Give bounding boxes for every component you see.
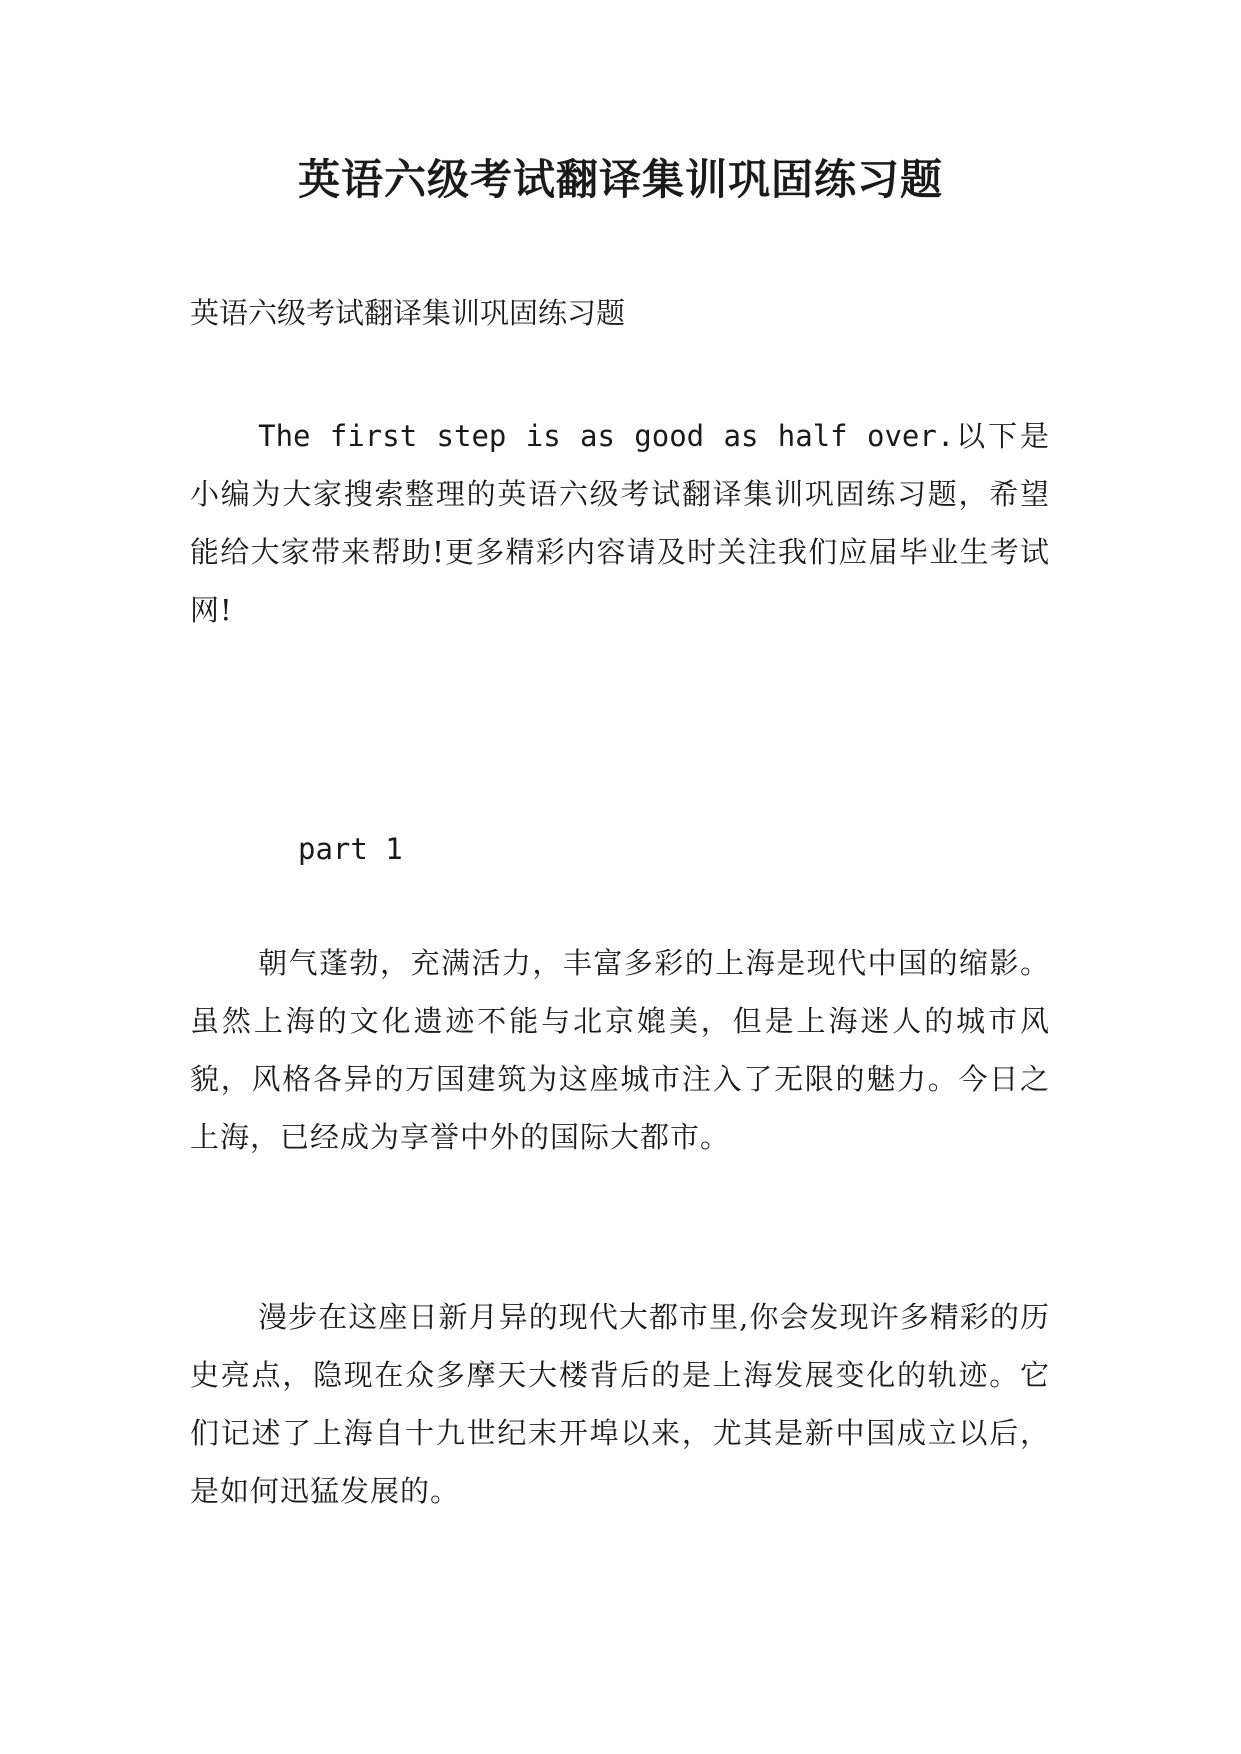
document-subtitle: 英语六级考试翻译集训巩固练习题 <box>190 296 626 330</box>
paragraph-2: 漫步在这座日新月异的现代大都市里,你会发现许多精彩的历史亮点，隐现在众多摩天大楼背后的是上海发展变化的轨迹。它们记述了上海自十九世纪末开埠以来，尤其是新中国成立以后，是如何迅猛发展的。 <box>190 1300 1050 1508</box>
paragraph-1: 朝气蓬勃，充满活力，丰富多彩的上海是现代中国的缩影。虽然上海的文化遗迹不能与北京媲美，但是上海迷人的城市风貌，风格各异的万国建筑为这座城市注入了无限的魅力。今日之上海，已经成为享誉中外的国际大都市。 <box>190 946 1050 1154</box>
document-title: 英语六级考试翻译集训巩固练习题 <box>297 155 943 204</box>
intro-chinese-text: 以下是小编为大家搜索整理的英语六级考试翻译集训巩固练习题，希望能给大家带来帮助!更多精彩内容请及时关注我们应届毕业生考试网! <box>190 419 1050 627</box>
intro-paragraph <box>190 407 1050 639</box>
part-heading: part 1 <box>298 832 403 866</box>
intro-english-text: The first step is as good as half over. <box>258 419 955 453</box>
